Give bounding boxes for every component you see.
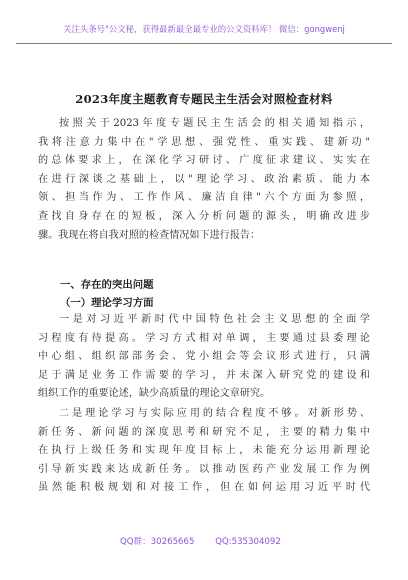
paragraph-line: 足于满足业务工作需要的学习，并未深入研究党的建设和 [38, 369, 370, 381]
paragraph-1 [38, 311, 370, 404]
paragraph-line: 虽然能积极规划和对接工作，但在如何运用习近平时代 [38, 482, 370, 494]
subsection-heading: （一）理论学习方面 [60, 297, 154, 309]
paragraph-line: 习程度有待提高。学习方式相对单调，主要通过县委理论 [38, 332, 370, 344]
footer-contact [120, 535, 320, 547]
intro-line: 领、担当作为、工作作风、廉洁自律"六个方面为参照， [38, 192, 370, 204]
paragraph-line: 引导新实践来达成新任务。以推动医药产业发展工作为例 [38, 463, 370, 475]
paragraph-2 [38, 405, 370, 498]
intro-paragraph [38, 115, 370, 245]
paragraph-line: 新任务、新问题的深度思考和研究不足，主要的精力集中 [38, 426, 370, 438]
section-heading: 一、存在的突出问题 [60, 279, 154, 291]
paragraph-line: 一是对习近平新时代中国特色社会主义思想的全面学 [59, 314, 370, 325]
header-rule [16, 43, 392, 44]
top-banner: 关注头条号"公文秘，获得最新最全最专业的公文资料库！ 微信：gongwenj [63, 24, 345, 34]
intro-line: 骤。我现在将自我对照的检查情况如下进行报告： [38, 229, 261, 241]
footer-qq-group: QQ群：30265665 [120, 537, 195, 547]
paragraph-line: 二是理论学习与实际应用的结合程度不够。对新形势、 [59, 408, 370, 419]
paragraph-line: 中心组、组织部部务会、党小组会等会议形式进行，只满 [38, 351, 370, 363]
document-title: 2023年度主题教育专题民主生活会对照检查材料 [75, 92, 333, 106]
intro-line: 在进行深谈之基础上，以"理论学习、政治素质、能力本 [38, 173, 370, 185]
intro-line: 我将注意力集中在"学思想、强党性、重实践、建新功" [38, 136, 370, 148]
footer-qq: QQ:535304092 [215, 537, 281, 547]
intro-line: 查找自身存在的短板，深入分析问题的源头，明确改进步 [38, 210, 370, 222]
paragraph-line: 组织工作的重要论述，缺少高质量的理论文章研究。 [38, 388, 271, 400]
intro-line: 按照关于2023年度专题民主生活会的相关通知指示， [59, 118, 370, 129]
intro-line: 的总体要求上，在深化学习研讨、广度征求建议、实实在 [38, 155, 370, 167]
paragraph-line: 在执行上级任务和实现年度目标上，未能充分运用新理论 [38, 445, 370, 457]
